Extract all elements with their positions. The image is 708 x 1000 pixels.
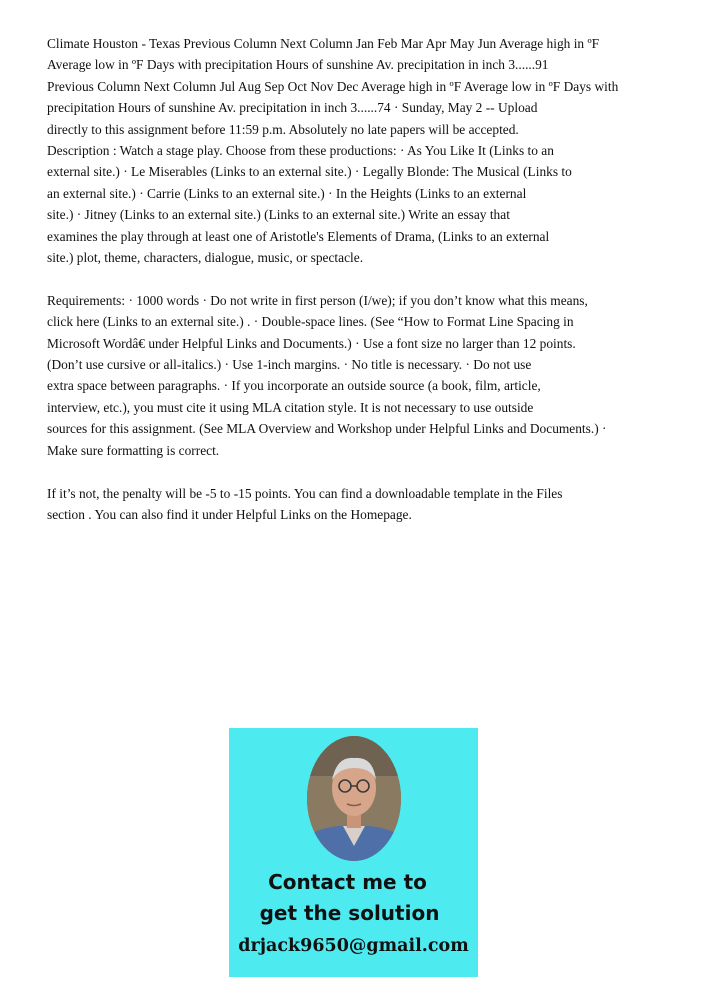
text-line: external site.) · Le Miserables (Links to an external site.) · Legally Blonde: The Musical (Links to bbox=[47, 164, 572, 180]
text-line: Climate Houston - Texas Previous Column Next Column Jan Feb Mar Apr May Jun Average high in ºF bbox=[47, 36, 600, 51]
text-line: If it’s not, the penalty will be -5 to -15 points. You can find a downloadable template in the Files bbox=[47, 485, 563, 501]
text-line: interview, etc.), you must cite it using MLA citation style. It is not necessary to use outside bbox=[47, 399, 534, 415]
text-line: Average low in ºF Days with precipitation Hours of sunshine Av. precipitation in inch 3......91 bbox=[47, 57, 549, 73]
text-line: examines the play through at least one of Aristotle's Elements of Drama, (Links to an external bbox=[47, 228, 550, 244]
text-line: precipitation Hours of sunshine Av. precipitation in inch 3......74 · Sunday, May 2 -- Upload bbox=[47, 100, 538, 116]
text-line: Make sure formatting is correct. bbox=[47, 442, 220, 458]
text-line: directly to this assignment before 11:59 p.m. Absolutely no late papers will be accepted. bbox=[47, 121, 519, 137]
contact-email: drjack9650@gmail.com bbox=[238, 936, 469, 956]
paragraph-gap bbox=[47, 268, 677, 289]
paragraph-climate-and-assignment bbox=[47, 33, 677, 268]
text-line: site.) plot, theme, characters, dialogue, music, or spectacle. bbox=[47, 250, 364, 266]
portrait-photo bbox=[307, 736, 401, 861]
promo-headline-line2: get the solution bbox=[259, 901, 440, 925]
contact-promo-banner bbox=[229, 728, 478, 977]
text-line: section . You can also find it under Helpful Links on the Homepage. bbox=[47, 506, 412, 522]
text-line: sources for this assignment. (See MLA Overview and Workshop under Helpful Links and Documents.) · bbox=[47, 421, 607, 437]
portrait-illustration bbox=[307, 736, 401, 861]
text-line: click here (Links to an external site.) . · Double-space lines. (See “How to Format Line Spacing in bbox=[47, 314, 574, 330]
paragraph-gap bbox=[47, 461, 677, 482]
text-line: Description : Watch a stage play. Choose from these productions: · As You Like It (Links to an bbox=[47, 143, 554, 159]
document-body bbox=[47, 33, 677, 525]
text-line: Previous Column Next Column Jul Aug Sep Oct Nov Dec Average high in ºF Average low in ºF Days with bbox=[47, 78, 619, 94]
text-line: Microsoft Wordâ€ under Helpful Links and Documents.) · Use a font size no larger than 12 points. bbox=[47, 335, 576, 351]
promo-headline-line1: Contact me to bbox=[268, 870, 427, 894]
text-line: an external site.) · Carrie (Links to an external site.) · In the Heights (Links to an external bbox=[47, 185, 527, 201]
text-line: (Don’t use cursive or all-italics.) · Use 1-inch margins. · No title is necessary. · Do not use bbox=[47, 357, 532, 373]
text-line: Requirements: · 1000 words · Do not write in first person (I/we); if you don’t know what this means, bbox=[47, 292, 588, 308]
text-line: extra space between paragraphs. · If you incorporate an outside source (a book, film, article, bbox=[47, 378, 541, 394]
paragraph-penalty bbox=[47, 483, 677, 526]
text-line: site.) · Jitney (Links to an external site.) (Links to an external site.) Write an essay that bbox=[47, 207, 510, 223]
paragraph-requirements bbox=[47, 290, 677, 461]
